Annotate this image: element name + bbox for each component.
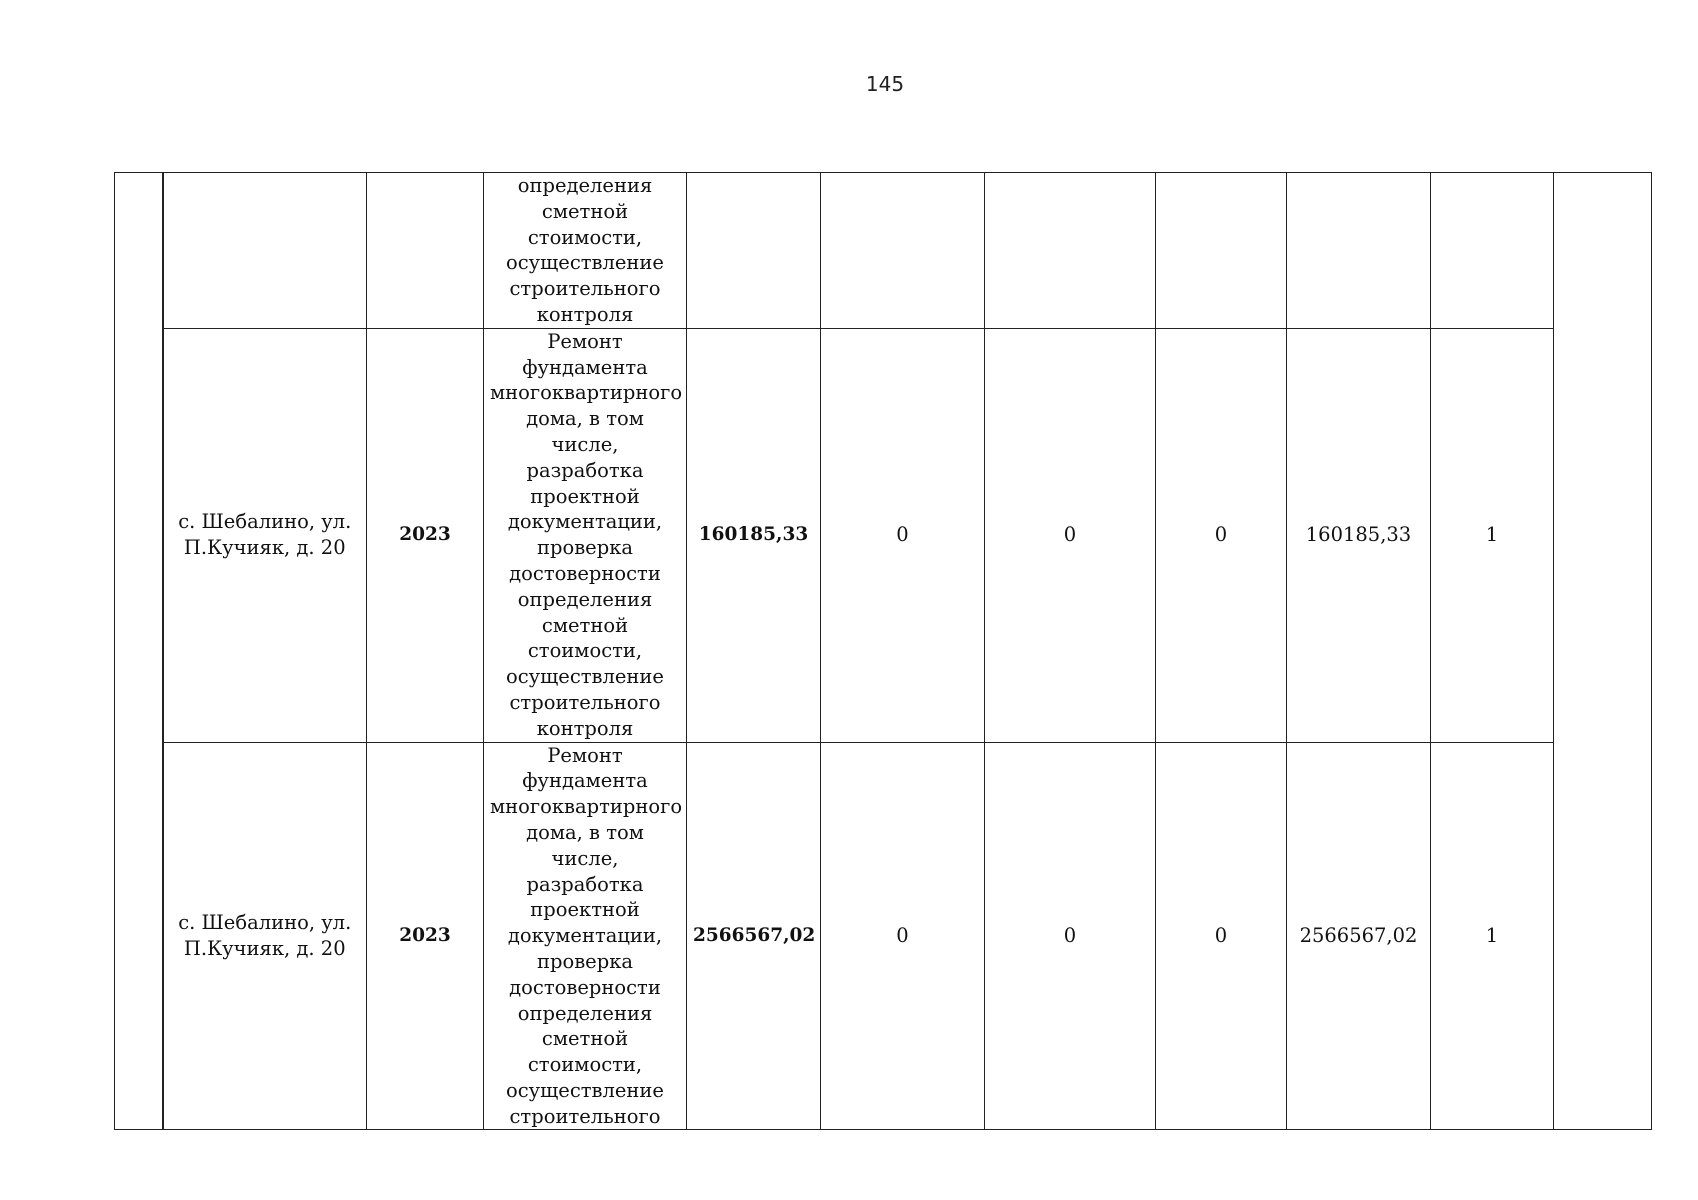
value-cell: 160185,33: [1287, 328, 1431, 742]
total-cost-cell: 160185,33: [687, 328, 821, 742]
count-cell: 1: [1431, 742, 1554, 1130]
value-cell: 0: [821, 742, 985, 1130]
year-cell: 2023: [367, 742, 484, 1130]
count-cell: 1: [1431, 328, 1554, 742]
table-row: [115, 328, 1652, 742]
year-cell: [367, 173, 484, 329]
address-cell: с. Шебалино, ул. П.Кучияк, д. 20: [163, 328, 367, 742]
address-cell: с. Шебалино, ул. П.Кучияк, д. 20: [163, 742, 367, 1130]
value-cell: 0: [1156, 328, 1287, 742]
repair-program-table: [114, 172, 1652, 1130]
value-cell: [821, 173, 985, 329]
work-description-cell: Ремонт фундамента многоквартирного дома, в том числе, разработка проектной документации, проверка достоверности определения сметной стоимости, осуществление строительного контроля: [484, 328, 687, 742]
value-cell: 0: [821, 328, 985, 742]
value-cell: [1287, 173, 1431, 329]
value-cell: 0: [1156, 742, 1287, 1130]
work-description-cell: Ремонт фундамента многоквартирного дома, в том числе, разработка проектной документации, проверка достоверности определения сметной стоимости, осуществление строительного: [484, 742, 687, 1130]
address-cell: [163, 173, 367, 329]
year-cell: 2023: [367, 328, 484, 742]
blank-column-cell: [1554, 173, 1652, 1130]
table-row: [115, 742, 1652, 1130]
value-cell: [1156, 173, 1287, 329]
total-cost-cell: [687, 173, 821, 329]
row-number-cell: [115, 173, 163, 1130]
table-row: [115, 173, 1652, 329]
value-cell: [985, 173, 1156, 329]
count-cell: [1431, 173, 1554, 329]
value-cell: 2566567,02: [1287, 742, 1431, 1130]
total-cost-cell: 2566567,02: [687, 742, 821, 1130]
value-cell: 0: [985, 328, 1156, 742]
value-cell: 0: [985, 742, 1156, 1130]
page-number: 145: [865, 72, 905, 96]
work-description-cell: определения сметной стоимости, осуществление строительного контроля: [484, 173, 687, 329]
